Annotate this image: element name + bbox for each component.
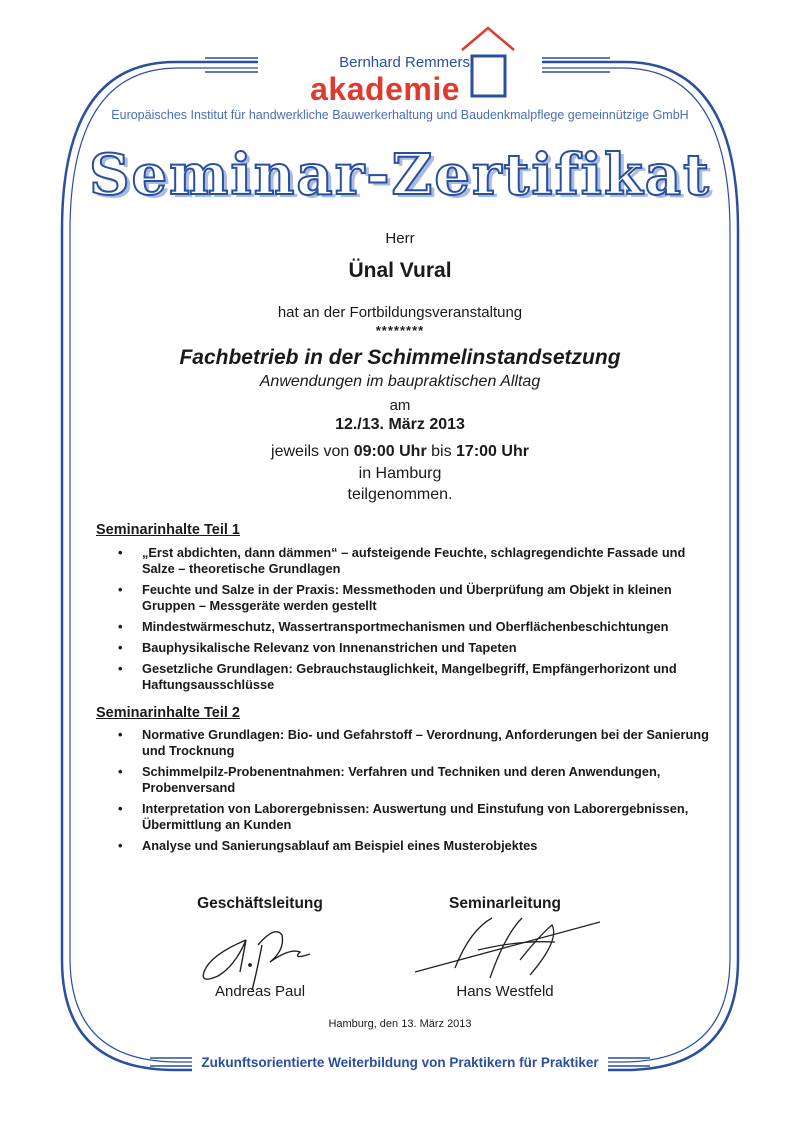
list-item: • „Erst abdichten, dann dämmen“ – aufsteigende Feuchte, schlagregendichte Fassade und Salze – theoretische Grundlagen <box>118 545 686 576</box>
left-signature-role: Geschäftsleitung <box>197 895 323 912</box>
stars-divider: ******** <box>375 323 425 338</box>
section2-heading: Seminarinhalte Teil 2 <box>96 705 240 721</box>
list-item: • Bauphysikalische Relevanz von Innenanstrichen und Tapeten <box>118 640 517 655</box>
list-item: • Gesetzliche Grundlagen: Gebrauchstauglichkeit, Mangelbegriff, Empfängerhorizont und Haftungsausschlüsse <box>118 661 677 692</box>
bullet-icon: • <box>118 727 123 742</box>
list-item: • Normative Grundlagen: Bio- und Gefahrstoff – Verordnung, Anforderungen bei der Sanierung und Trocknung <box>118 727 709 758</box>
list-item: • Interpretation von Laborergebnissen: Auswertung und Einstufung von Laborergebnissen, Übermittlung an Kunden <box>118 801 689 832</box>
date-prefix: am <box>389 397 411 414</box>
footer-slogan: Zukunftsorientierte Weiterbildung von Praktikern für Praktiker <box>201 1055 599 1070</box>
place-date: Hamburg, den 13. März 2013 <box>328 1018 472 1030</box>
recipient-name: Ünal Vural <box>348 259 452 282</box>
brand-name-main: akademie <box>310 71 460 107</box>
left-signature-name: Andreas Paul <box>214 983 306 1000</box>
intro-text: hat an der Fortbildungsveranstaltung <box>277 304 523 321</box>
institute-name: Europäisches Institut für handwerkliche Bauwerkerhaltung und Baudenkmalpflege gemeinnützige GmbH <box>111 108 689 122</box>
bullet-icon: • <box>118 545 123 560</box>
list-item: • Schimmelpilz-Probenentnahmen: Verfahren und Techniken und deren Anwendungen, Probenversand <box>118 764 661 795</box>
bullet-icon: • <box>118 619 123 634</box>
closing-text: teilgenommen. <box>347 486 453 503</box>
times-start: 09:00 Uhr <box>353 443 427 460</box>
times-mid: bis <box>431 443 452 460</box>
bullet-icon: • <box>118 640 123 655</box>
right-signature-role: Seminarleitung <box>449 895 561 912</box>
location: in Hamburg <box>358 465 442 482</box>
times-end: 17:00 Uhr <box>456 443 529 460</box>
times-pre: jeweils von <box>271 443 350 460</box>
brand-name-top: Bernhard Remmers <box>339 54 470 71</box>
bullet-icon: • <box>118 764 123 779</box>
section1-heading: Seminarinhalte Teil 1 <box>96 522 240 538</box>
section1-list <box>118 545 710 698</box>
list-item: • Analyse und Sanierungsablauf am Beispiel eines Musterobjektes <box>118 838 538 853</box>
bullet-icon: • <box>118 838 123 853</box>
seminar-times <box>0 443 800 461</box>
course-subtitle: Anwendungen im baupraktischen Alltag <box>259 373 541 390</box>
salutation: Herr <box>385 230 415 247</box>
list-item: • Feuchte und Salze in der Praxis: Messmethoden und Überprüfung am Objekt in kleinen Gruppen – Messgeräte werden gestellt <box>118 582 672 613</box>
course-title: Fachbetrieb in der Schimmelinstandsetzung <box>179 346 621 369</box>
section2-list <box>118 727 710 859</box>
list-item: • Mindestwärmeschutz, Wassertransportmechanismen und Oberflächenbeschichtungen <box>118 619 669 634</box>
bullet-icon: • <box>118 582 123 597</box>
signature-andreas-paul <box>203 932 310 990</box>
seminar-date: 12./13. März 2013 <box>335 416 465 433</box>
right-signature-name: Hans Westfeld <box>456 983 554 1000</box>
bullet-icon: • <box>118 801 123 816</box>
signature-hans-westfeld <box>415 918 600 978</box>
bullet-icon: • <box>118 661 123 676</box>
certificate-title: Seminar-Zertifikat <box>89 142 711 208</box>
